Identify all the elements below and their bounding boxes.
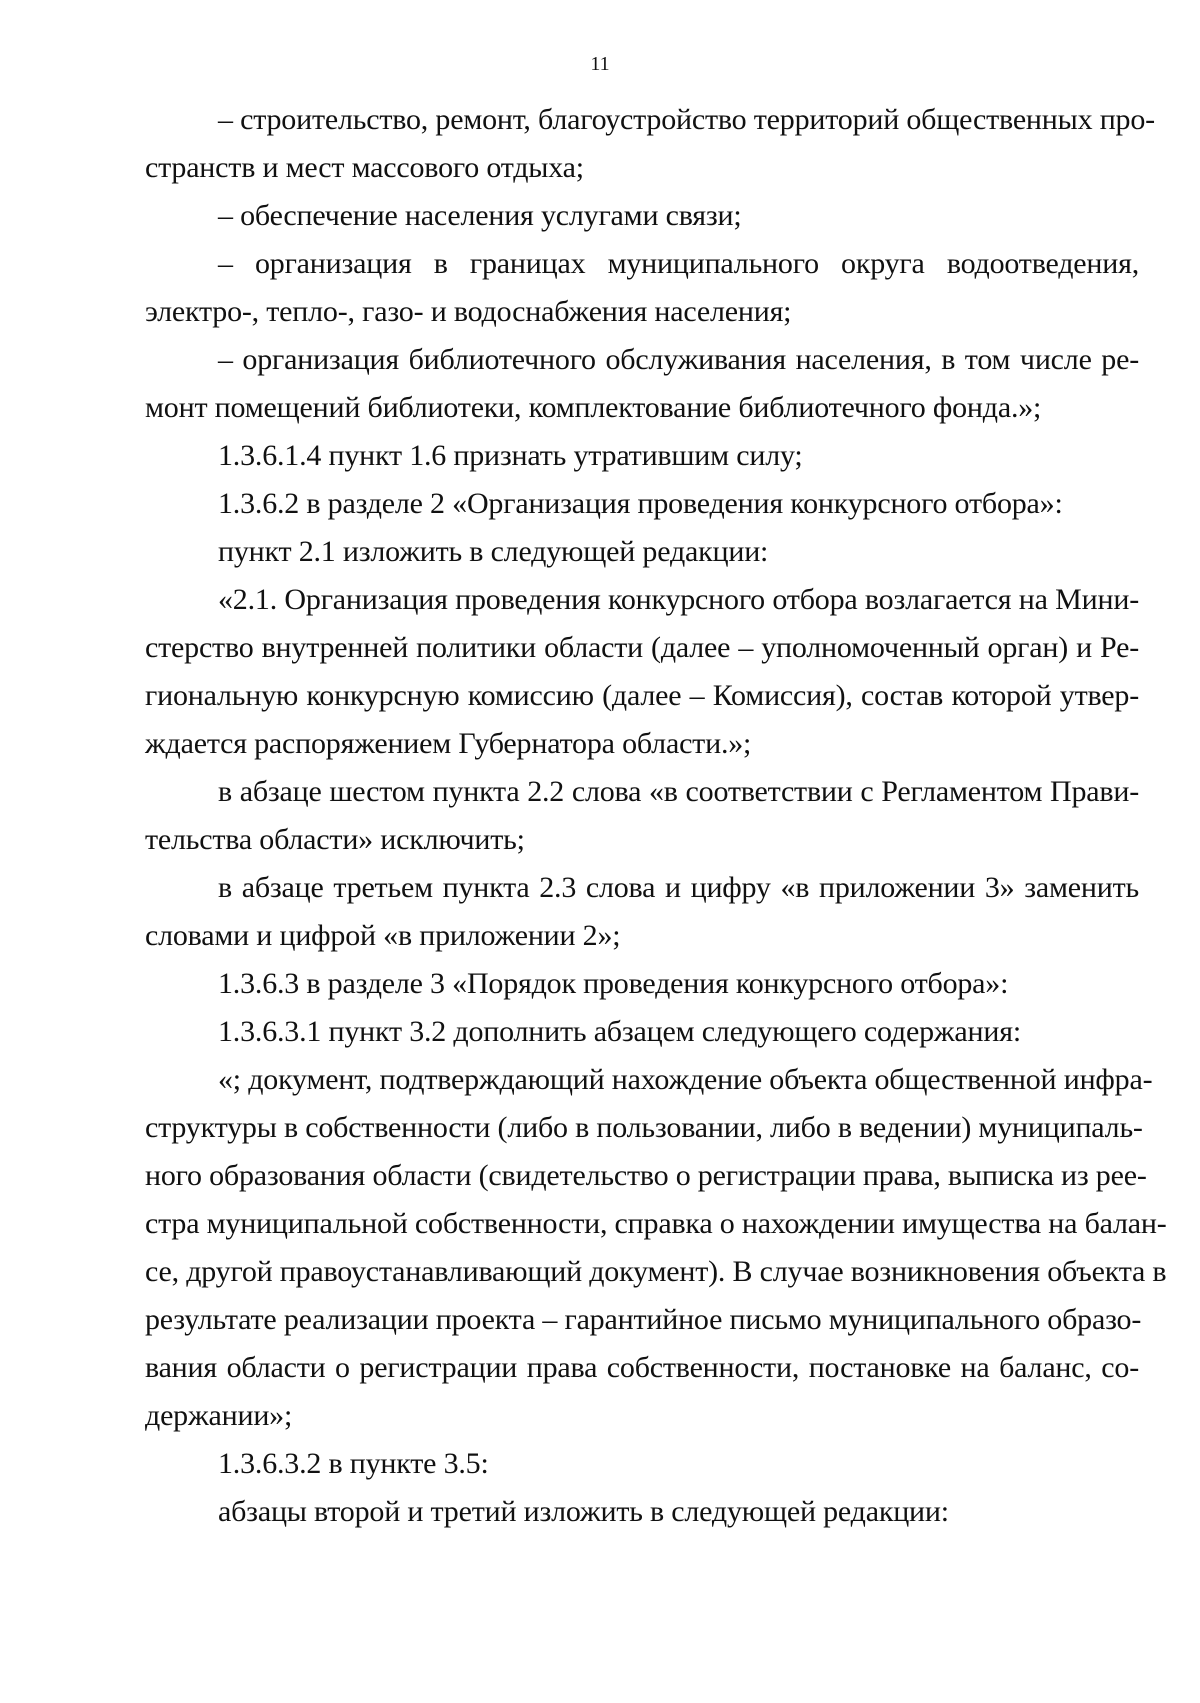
text-line: тельства области» исключить; bbox=[145, 823, 525, 856]
paragraph bbox=[145, 1440, 1139, 1488]
text-line: 1.3.6.3.2 в пункте 3.5: bbox=[218, 1447, 489, 1480]
paragraph bbox=[145, 432, 1139, 480]
paragraph bbox=[145, 960, 1139, 1008]
page-number: 11 bbox=[590, 53, 610, 75]
text-line: монт помещений библиотеки, комплектование библиотечного фонда.»; bbox=[145, 391, 1042, 424]
document-body bbox=[145, 96, 1167, 1536]
text-line: структуры в собственности (либо в пользовании, либо в ведении) муниципаль- bbox=[145, 1111, 1143, 1144]
text-line: результате реализации проекта – гарантийное письмо муниципального образо- bbox=[145, 1303, 1142, 1336]
text-line: гиональную конкурсную комиссию (далее – Комиссия), состав которой утвер- bbox=[145, 679, 1139, 712]
paragraph bbox=[145, 1488, 1139, 1536]
text-line: абзацы второй и третий изложить в следующей редакции: bbox=[218, 1495, 949, 1528]
text-line: – строительство, ремонт, благоустройство территорий общественных про- bbox=[218, 103, 1155, 136]
paragraph bbox=[145, 768, 1139, 864]
paragraph bbox=[145, 336, 1139, 432]
text-line: держании»; bbox=[145, 1399, 293, 1432]
paragraph bbox=[145, 192, 1139, 240]
text-line: словами и цифрой «в приложении 2»; bbox=[145, 919, 621, 952]
text-line: – организация библиотечного обслуживания населения, в том числе ре- bbox=[218, 343, 1139, 376]
paragraph bbox=[145, 864, 1139, 960]
paragraph bbox=[145, 240, 1139, 336]
text-line: ного образования области (свидетельство о регистрации права, выписка из рее- bbox=[145, 1159, 1147, 1192]
text-line: 1.3.6.3 в разделе 3 «Порядок проведения конкурсного отбора»: bbox=[218, 967, 1009, 1000]
text-line: электро-, тепло-, газо- и водоснабжения населения; bbox=[145, 295, 792, 328]
paragraph bbox=[145, 1056, 1167, 1440]
text-line: в абзаце шестом пункта 2.2 слова «в соответствии с Регламентом Прави- bbox=[218, 775, 1139, 808]
text-line: «2.1. Организация проведения конкурсного отбора возлагается на Мини- bbox=[218, 583, 1139, 616]
text-line: стра муниципальной собственности, справка о нахождении имущества на балан- bbox=[145, 1207, 1167, 1240]
text-line: 1.3.6.3.1 пункт 3.2 дополнить абзацем следующего содержания: bbox=[218, 1015, 1021, 1048]
text-line: вания области о регистрации права собственности, постановке на баланс, со- bbox=[145, 1351, 1139, 1384]
text-line: 1.3.6.2 в разделе 2 «Организация проведения конкурсного отбора»: bbox=[218, 487, 1063, 520]
paragraph bbox=[145, 480, 1139, 528]
text-line: пункт 2.1 изложить в следующей редакции: bbox=[218, 535, 769, 568]
paragraph bbox=[145, 576, 1139, 768]
paragraph bbox=[145, 1008, 1139, 1056]
text-line: се, другой правоустанавливающий документ). В случае возникновения объекта в bbox=[145, 1255, 1167, 1288]
paragraph bbox=[145, 96, 1155, 192]
text-line: стерство внутренней политики области (далее – уполномоченный орган) и Ре- bbox=[145, 631, 1139, 664]
paragraph bbox=[145, 528, 1139, 576]
text-line: – организация в границах муниципального округа водоотведения, bbox=[218, 247, 1139, 280]
text-line: – обеспечение населения услугами связи; bbox=[218, 199, 742, 232]
text-line: в абзаце третьем пункта 2.3 слова и цифру «в приложении 3» заменить bbox=[218, 871, 1139, 904]
text-line: ждается распоряжением Губернатора области.»; bbox=[145, 727, 752, 760]
text-line: «; документ, подтверждающий нахождение объекта общественной инфра- bbox=[218, 1063, 1153, 1096]
text-line: странств и мест массового отдыха; bbox=[145, 151, 584, 184]
text-line: 1.3.6.1.4 пункт 1.6 признать утратившим силу; bbox=[218, 439, 803, 472]
